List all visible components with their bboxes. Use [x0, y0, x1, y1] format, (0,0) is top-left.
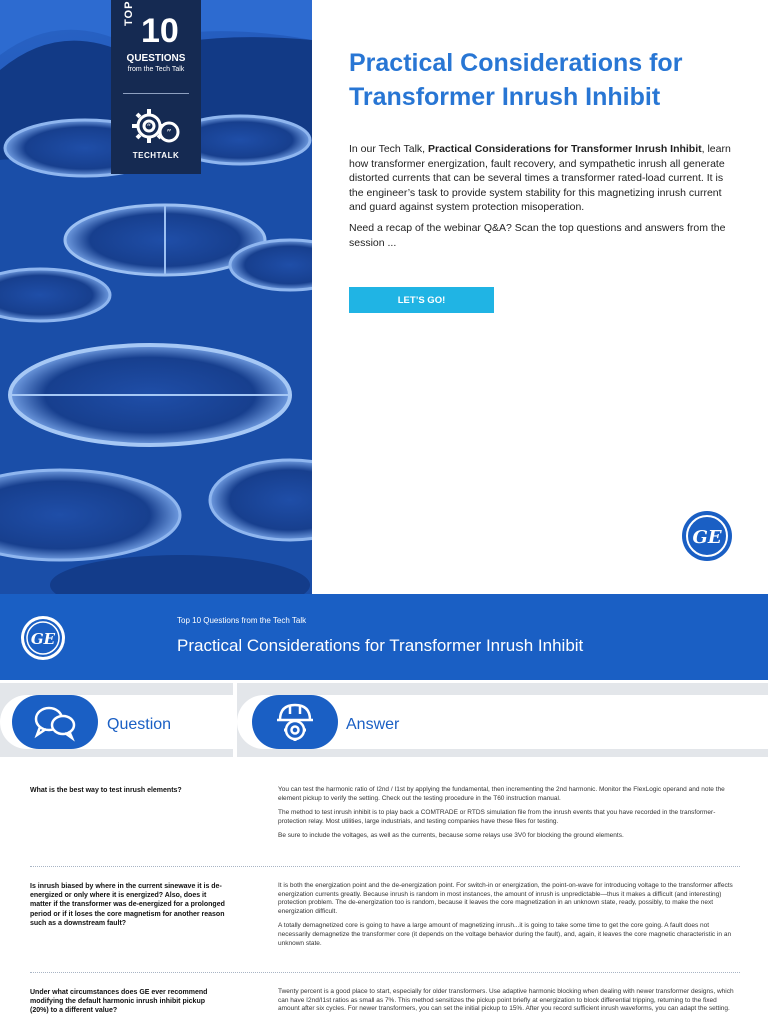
recap-paragraph: Need a recap of the webinar Q&A? Scan the top questions and answers from the session ... — [349, 222, 726, 249]
ge-logo-text: GE — [692, 527, 722, 548]
intro-paragraph — [349, 142, 739, 215]
badge-from-text: from the Tech Talk — [127, 66, 185, 73]
hero-image — [0, 0, 312, 594]
question-text: What is the best way to test inrush elements? — [30, 787, 182, 794]
badge-top-text: TOP — [123, 0, 135, 26]
answer-paragraph: The method to test inrush inhibit is to play back a COMTRADE or RTDS simulation file from the inrush events that you have recorded in the transformer-protection relay. Most utilities, large industrials, and testing companies have these files for testing. — [278, 809, 716, 825]
ge-logo — [20, 615, 66, 661]
intro-text-end: , learn how transformer energization, fault recovery, and sympathetic inrush all generate distorted currents that can be several times a transformer rated-load current. It is the engineer’s task to provide system stability for this magnetizing inrush current and guard against system protection misoperation. — [349, 143, 731, 213]
answer-text — [278, 988, 740, 1020]
question-text: Under what circumstances does GE ever recommend modifying the default harmonic inrush inhibit pickup (20%) to a different value? — [30, 989, 208, 1015]
question-text: Is inrush biased by where in the current sinewave it is de-energized or only where it is energized? Also, does it matter if the transformer was de-energized for a prolonged period or if it loses the core magnetism for another reason such as a downstream fault? — [30, 883, 225, 927]
answer-paragraph: Be sure to include the voltages, as well as the currents, because some relays use 3V0 for blocking the ground elements. — [278, 832, 624, 840]
badge-divider — [123, 93, 189, 94]
intro-bold-title: Practical Considerations for Transformer Inrush Inhibit — [428, 143, 702, 155]
ge-logo-text: GE — [30, 630, 56, 648]
gear-speech-icon — [129, 104, 183, 148]
badge-questions-text: QUESTIONS — [126, 53, 186, 64]
answer-paragraph: Twenty percent is a good place to start, especially for older transformers. Use adaptive harmonic blocking when dealing with newer transformer designs, which can have I2nd/I1st ratios as small as 7%. This method sensitizes the pickup point briefly at energization to block differential tripping, returning to the fixed amount after six cycles. For newer transformers, you can set the initial pickup to 15%. After you record sufficient inrush waveforms, you can adapt the setting. — [278, 988, 734, 1013]
question-icon-badge — [12, 695, 98, 749]
svg-text:”: ” — [166, 128, 172, 139]
answer-paragraph: It is both the energization point and the de-energization point. For switch-in or energization, the point-on-wave for introducing voltage to the transformer affects energization currents greatly. Because inrush is random in most instances, the amount of inrush is unpredictable—thus it makes a difficult (and interesting) protection problem. The de-energization too is random, because it leaves the core magnetization in an unknown state, ready, possibly, to make the next energization difficult. — [278, 882, 733, 915]
answer-text — [278, 882, 740, 954]
header-subtitle: Top 10 Questions from the Tech Talk — [177, 616, 307, 625]
page-title: Practical Considerations for Transformer Inrush Inhibit — [349, 49, 683, 111]
badge-ten-text: 10 — [141, 12, 179, 50]
answer-text — [278, 786, 740, 847]
answer-heading: Answer — [346, 716, 400, 733]
page-2 — [0, 594, 768, 1024]
answer-paragraph: You can test the harmonic ratio of I2nd / I1st by applying the fundamental, then incrementing the 2nd harmonic. Monitor the FlexLogic operand and note the element pickup to verify the setting. Check out the testing procedure in the T60 instruction manual. — [278, 786, 725, 802]
header-title: Practical Considerations for Transformer Inrush Inhibit — [177, 636, 584, 655]
row-divider — [30, 866, 740, 867]
answer-icon-badge — [252, 695, 338, 749]
intro-text-start: In our Tech Talk, — [349, 143, 428, 155]
answer-paragraph: A totally demagnetized core is going to have a large amount of magnetizing inrush...it is going to take some time to get the core going. A fault does not necessarily demagnetize the transformer core (it depends on the voltage behavior during the fault), and, again, it leaves the core magnetic characteristic in an unknown state. — [278, 922, 732, 947]
chat-bubbles-icon — [32, 700, 78, 744]
lets-go-button[interactable]: LET’S GO! — [349, 287, 494, 313]
top-10-badge — [111, 0, 201, 174]
hardhat-gear-icon — [272, 700, 318, 744]
row-divider — [30, 972, 740, 973]
page-2-header — [0, 594, 768, 680]
question-heading: Question — [107, 716, 172, 733]
ge-logo — [681, 510, 733, 562]
svg-text:“: “ — [146, 123, 152, 133]
badge-techtalk-text: TECHTALK — [132, 151, 180, 160]
